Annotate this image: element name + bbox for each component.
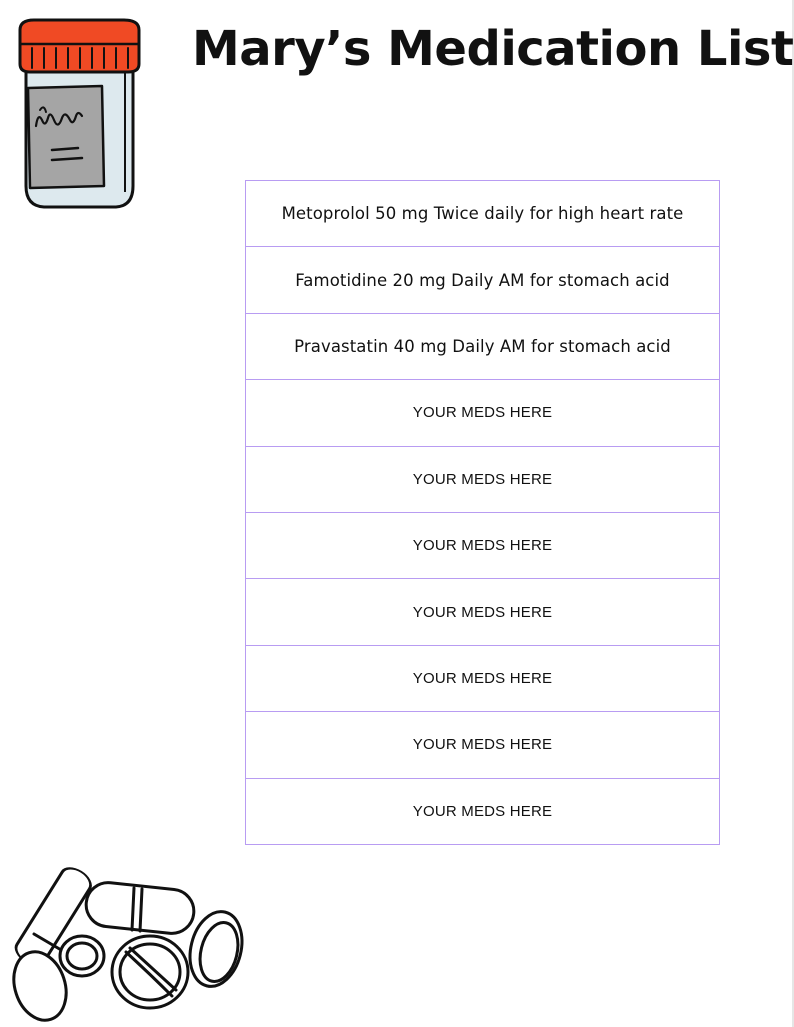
medication-row-placeholder[interactable]: YOUR MEDS HERE: [412, 802, 553, 820]
medication-row-placeholder[interactable]: YOUR MEDS HERE: [246, 579, 719, 645]
pill-bottle-icon: [12, 16, 146, 212]
medication-row-placeholder[interactable]: YOUR MEDS HERE: [246, 712, 719, 778]
medication-row[interactable]: Famotidine 20 mg Daily AM for stomach acid: [246, 247, 719, 313]
medication-row-placeholder[interactable]: YOUR MEDS HERE: [246, 513, 719, 579]
medication-row-placeholder[interactable]: YOUR MEDS HERE: [246, 646, 719, 712]
medication-table: [245, 180, 720, 845]
medication-row-placeholder[interactable]: YOUR MEDS HERE: [246, 447, 719, 513]
medication-row[interactable]: Pravastatin 40 mg Daily AM for stomach acid: [246, 314, 719, 380]
medication-row-placeholder[interactable]: YOUR MEDS HERE: [246, 380, 719, 446]
page-title: Mary’s Medication List: [192, 21, 794, 77]
medication-row[interactable]: Metoprolol 50 mg Twice daily for high heart rate: [246, 181, 719, 247]
pills-icon: [10, 834, 246, 1026]
